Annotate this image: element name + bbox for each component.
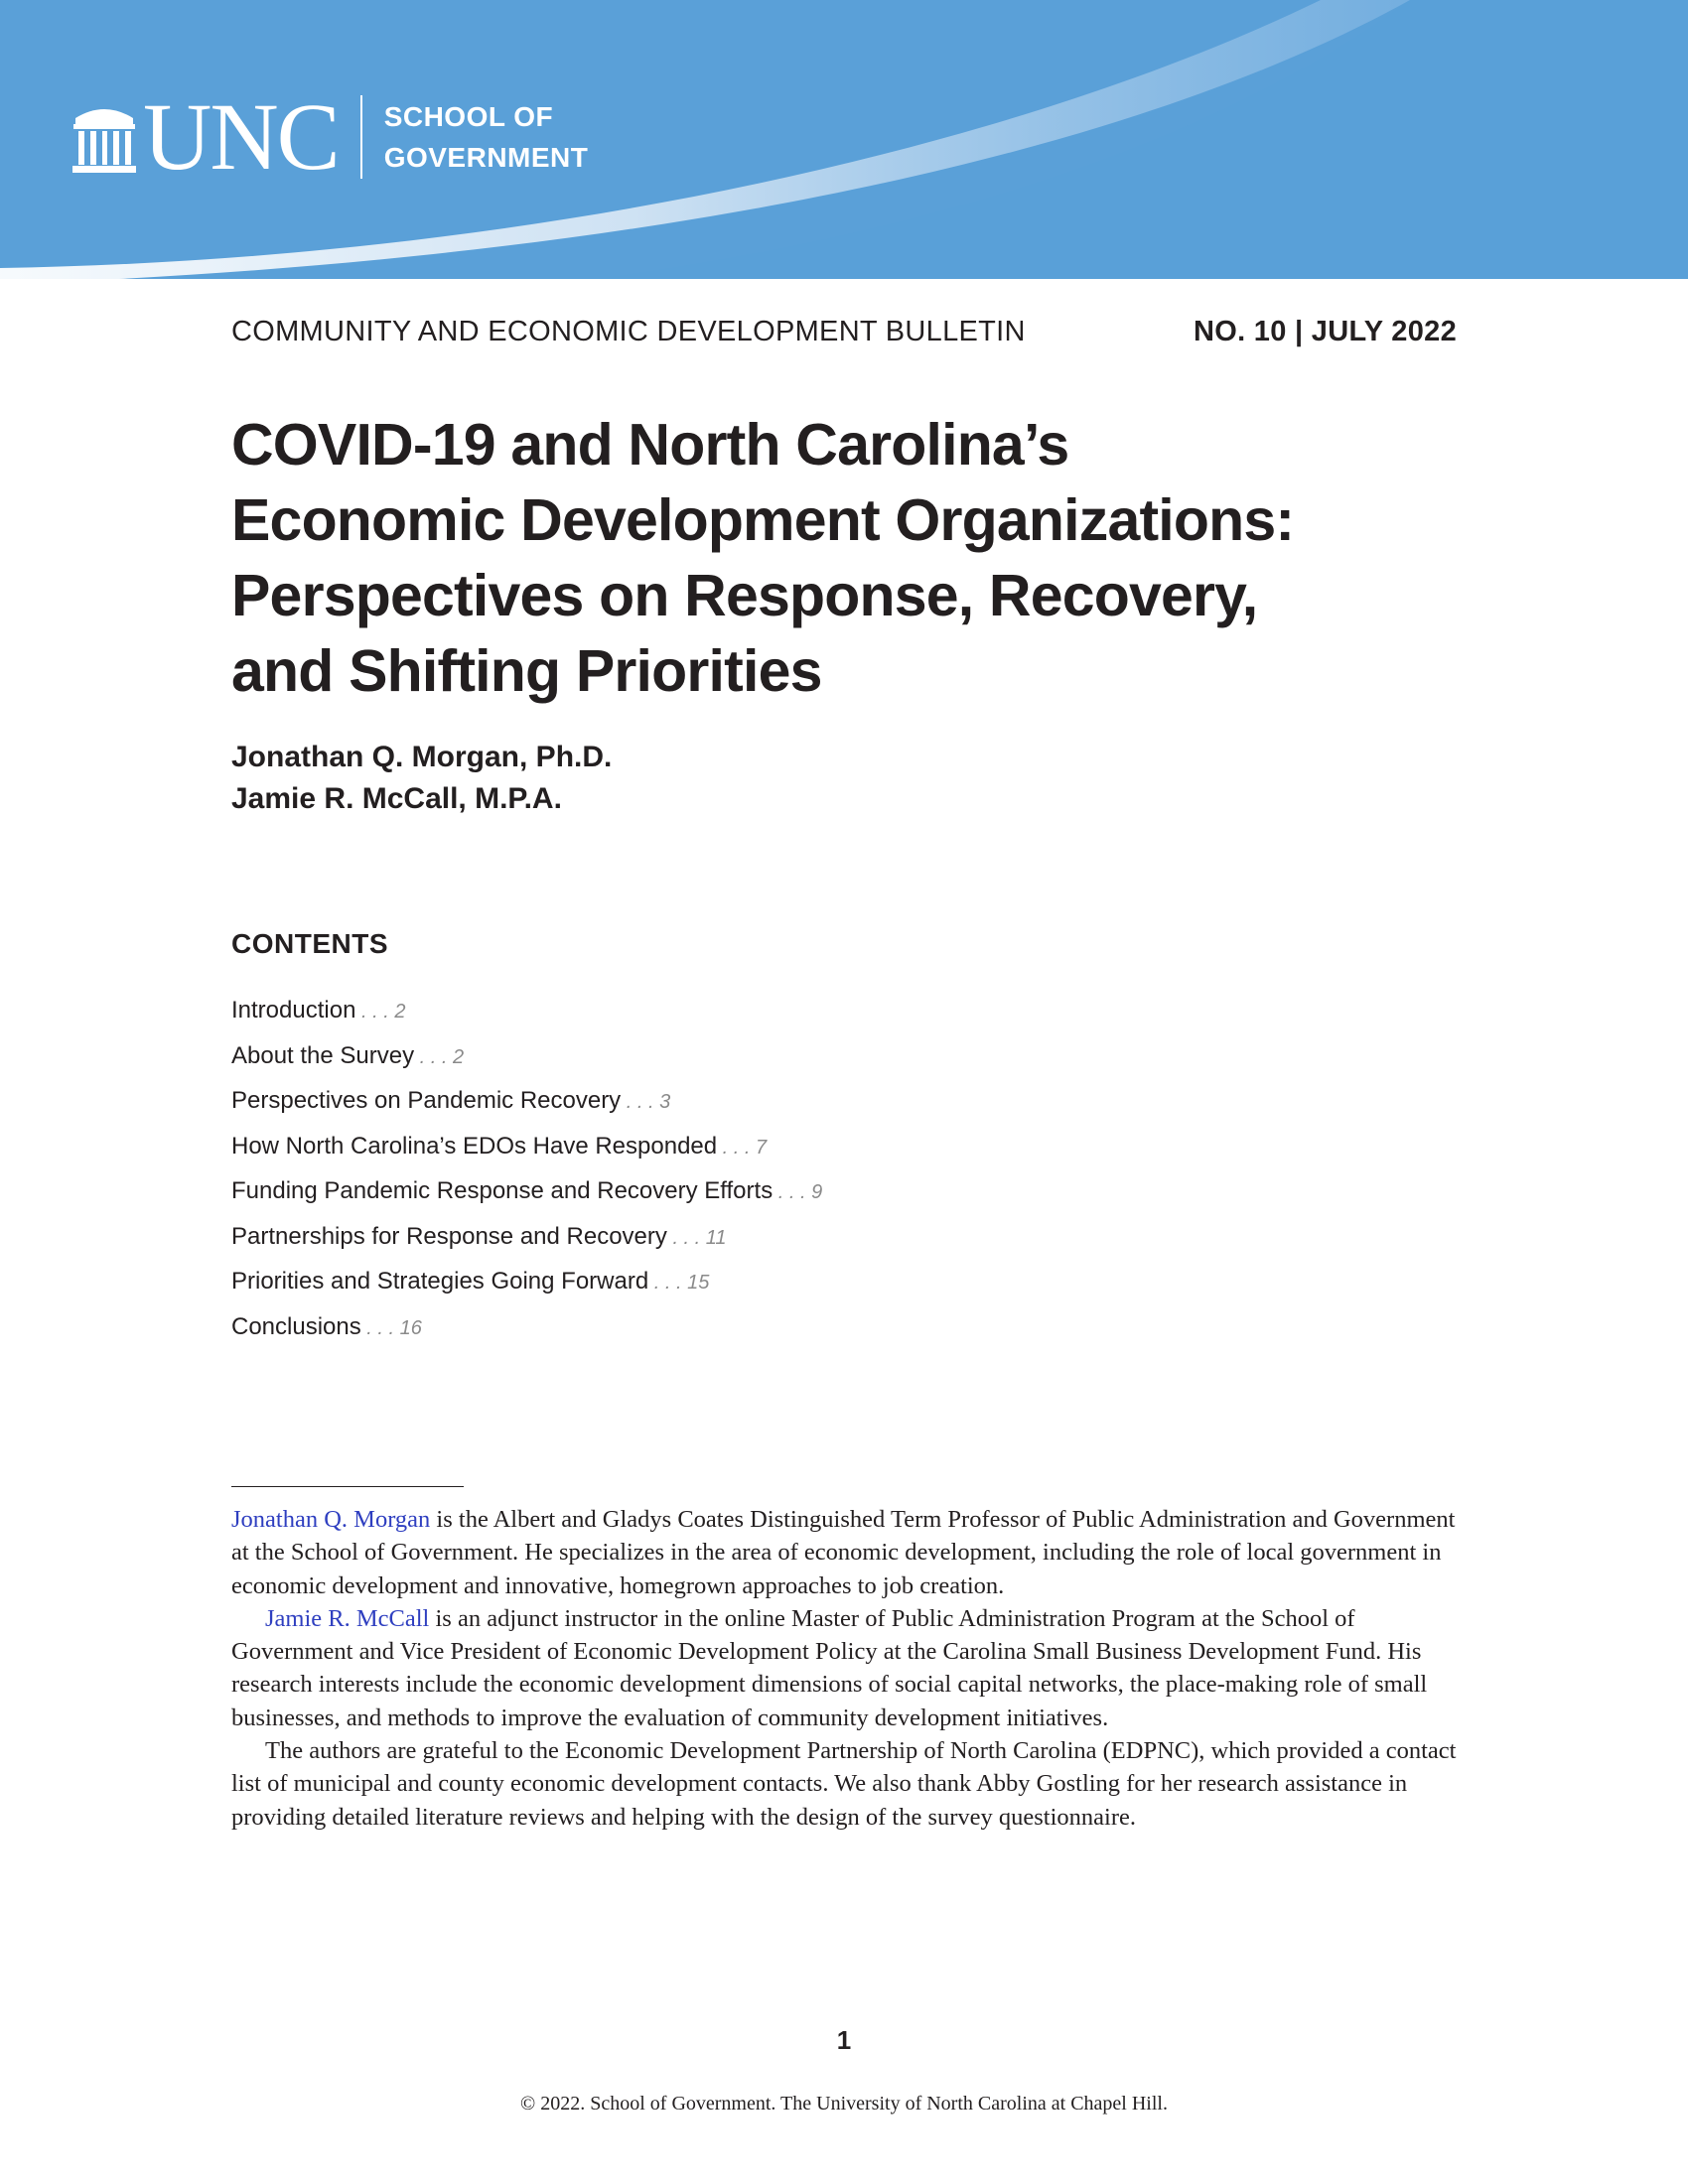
toc-label: Perspectives on Pandemic Recovery <box>231 1087 622 1114</box>
author-name: Jamie R. McCall, M.P.A. <box>231 782 562 815</box>
document-title <box>231 407 1423 709</box>
logo-divider <box>360 95 362 179</box>
title-line-1: COVID-19 and North Carolina’s <box>231 412 1069 478</box>
old-well-icon <box>70 98 139 176</box>
toc-item[interactable] <box>231 1125 822 1170</box>
page-number: 1 <box>836 2025 852 2055</box>
toc-page: . . . 9 <box>773 1181 823 1203</box>
table-of-contents <box>231 989 822 1350</box>
toc-item[interactable] <box>231 1260 822 1305</box>
toc-label: Introduction <box>231 997 356 1024</box>
school-line-1: SCHOOL OF <box>383 101 554 132</box>
toc-label: Partnerships for Response and Recovery <box>231 1222 667 1250</box>
title-line-3: Perspectives on Response, Recovery, <box>231 563 1258 628</box>
toc-item[interactable] <box>231 1169 822 1215</box>
bio-paragraph <box>231 1602 1463 1734</box>
title-line-2: Economic Development Organizations: <box>231 487 1295 553</box>
toc-page: . . . 7 <box>717 1136 768 1159</box>
toc-item[interactable] <box>231 1215 822 1261</box>
author-link-morgan[interactable]: Jonathan Q. Morgan <box>231 1506 431 1533</box>
toc-page: . . . 11 <box>666 1226 727 1249</box>
author-name: Jonathan Q. Morgan, Ph.D. <box>231 741 613 773</box>
toc-item[interactable] <box>231 1034 822 1080</box>
bio-text: is an adjunct instructor in the online Master of Public Administration Program at the School of Government and Vice President of Economic Development Policy at the Carolina Small Business Development Fund. His research interests include the economic development dimensions of social capital networks, the place-making role of small businesses, and methods to improve the evaluation of community development initiatives. <box>231 1604 1428 1731</box>
bulletin-issue: NO. 10 | JULY 2022 <box>1193 316 1457 347</box>
unc-wordmark: UNC <box>143 83 339 190</box>
toc-page: . . . 2 <box>414 1045 465 1068</box>
footnote-divider <box>231 1486 464 1487</box>
author-list <box>231 737 612 820</box>
title-line-4: and Shifting Priorities <box>231 638 822 704</box>
bio-text: is the Albert and Gladys Coates Distinguished Term Professor of Public Administration and Government at the School of Government. He specializes in the area of economic development, including the role of local government in economic development and innovative, homegrown approaches to job creation. <box>231 1506 1456 1599</box>
toc-label: Funding Pandemic Response and Recovery Efforts <box>231 1177 774 1204</box>
toc-item[interactable] <box>231 989 822 1034</box>
bulletin-series: COMMUNITY AND ECONOMIC DEVELOPMENT BULLETIN <box>231 316 1026 347</box>
acknowledgment-paragraph: The authors are grateful to the Economic Development Partnership of North Carolina (EDPNC), which provided a contact list of municipal and county economic development contacts. We also thank Abby Gostling for her research assistance in providing detailed literature reviews and helping with the design of the survey questionnaire. <box>231 1737 1457 1831</box>
author-bios <box>231 1503 1463 1834</box>
toc-label: Priorities and Strategies Going Forward <box>231 1268 649 1295</box>
toc-item[interactable] <box>231 1079 822 1125</box>
toc-page: . . . 3 <box>621 1091 671 1113</box>
toc-label: About the Survey <box>231 1041 415 1069</box>
toc-item[interactable] <box>231 1305 822 1351</box>
toc-page: . . . 15 <box>648 1272 710 1294</box>
toc-page: . . . 2 <box>355 1001 406 1023</box>
bio-paragraph <box>231 1503 1463 1602</box>
school-line-2: GOVERNMENT <box>383 142 589 173</box>
toc-label: Conclusions <box>231 1312 361 1340</box>
contents-heading: CONTENTS <box>231 928 388 959</box>
toc-page: . . . 16 <box>360 1316 422 1339</box>
school-of-government-text <box>384 96 589 178</box>
bulletin-header <box>231 316 1457 348</box>
copyright-footer: © 2022. School of Government. The University of North Carolina at Chapel Hill. <box>520 2093 1168 2115</box>
toc-label: How North Carolina’s EDOs Have Responded <box>231 1132 718 1160</box>
header-banner <box>0 0 1688 279</box>
unc-sog-logo <box>70 83 589 190</box>
author-link-mccall[interactable]: Jamie R. McCall <box>265 1604 430 1632</box>
